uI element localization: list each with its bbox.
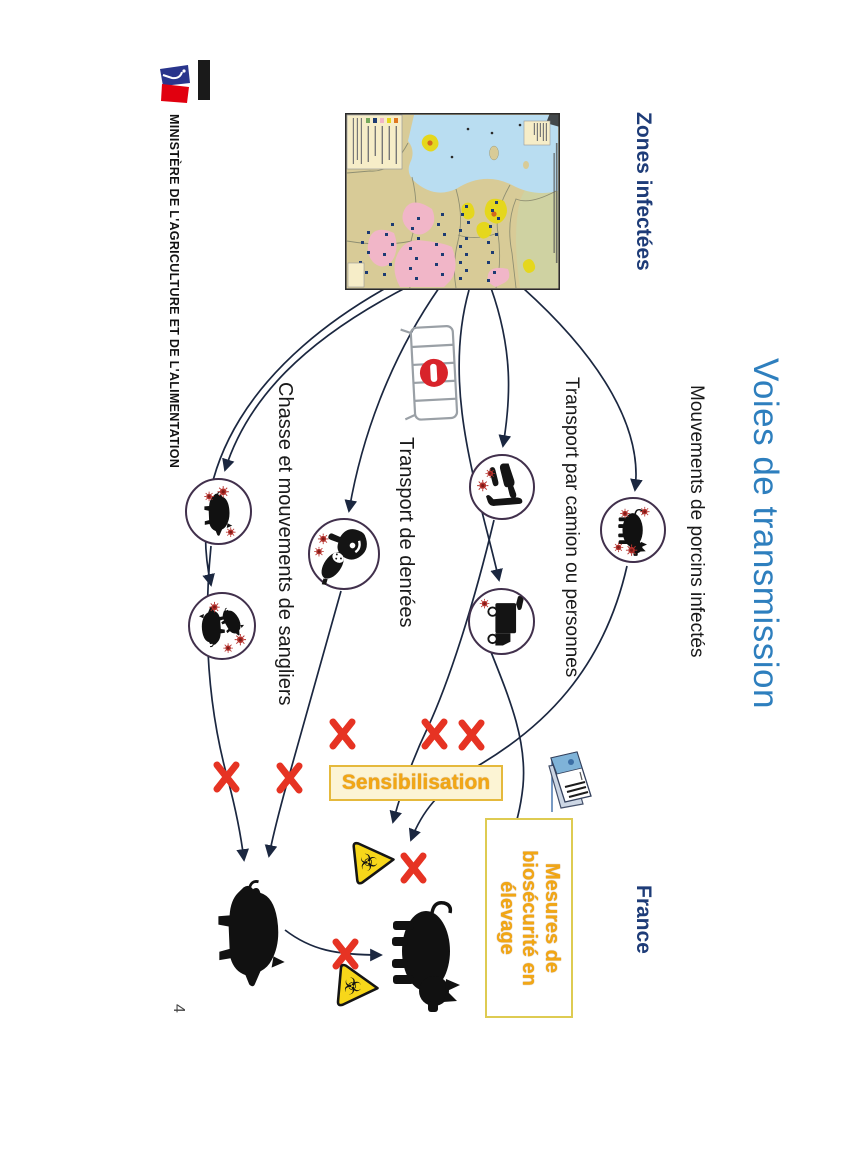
sensibilisation-box [329,765,503,801]
red-cross-icon [329,718,356,750]
biosecurite-line: biosécurité en [518,850,541,986]
red-cross-icon [421,718,448,750]
biosecurite-line: élevage [495,881,518,955]
route-label-camion: Transport par camion ou personnes [561,377,582,678]
biohazard-icon [350,836,400,887]
red-cross-icon [213,761,240,793]
red-cross-icon [458,719,485,751]
zones-infectees-heading: Zones infectées [632,112,655,271]
pig-circle-icon [600,497,666,563]
page-number: 4 [170,1004,187,1013]
ministry-name: MINISTÈRE DE L'AGRICULTURE ET DE L'ALIMENTATION [167,114,181,469]
france-heading: France [632,885,655,954]
route-label-denrees: Transport de denrées [395,437,417,628]
road-barrier-icon [396,320,465,427]
pig-silhouette-icon [392,893,464,1013]
french-flag-logo-icon [159,62,191,106]
route-label-sangliers: Chasse et mouvements de sangliers [274,382,296,706]
boar-circle-icon [185,478,252,545]
logo-bar [198,60,210,100]
page-title: Voies de transmission [746,358,785,709]
sensibilisation-label: Sensibilisation [341,771,491,795]
meat-circle-icon [308,518,380,590]
biosecurite-line: Mesures de [540,862,563,974]
red-cross-icon [276,762,303,794]
infected-map [345,113,560,290]
dead-boar-circle-icon [188,592,256,660]
boar-silhouette-icon [215,878,289,990]
truck-circle-icon [468,588,535,655]
leaflet-icon [547,746,609,810]
hands-boot-circle-icon [469,454,535,520]
route-label-porcins: Mouvements de porcins infectés [686,385,707,658]
biosecurite-box [485,818,573,1018]
biohazard-icon [334,961,383,1012]
red-cross-icon [400,852,427,884]
